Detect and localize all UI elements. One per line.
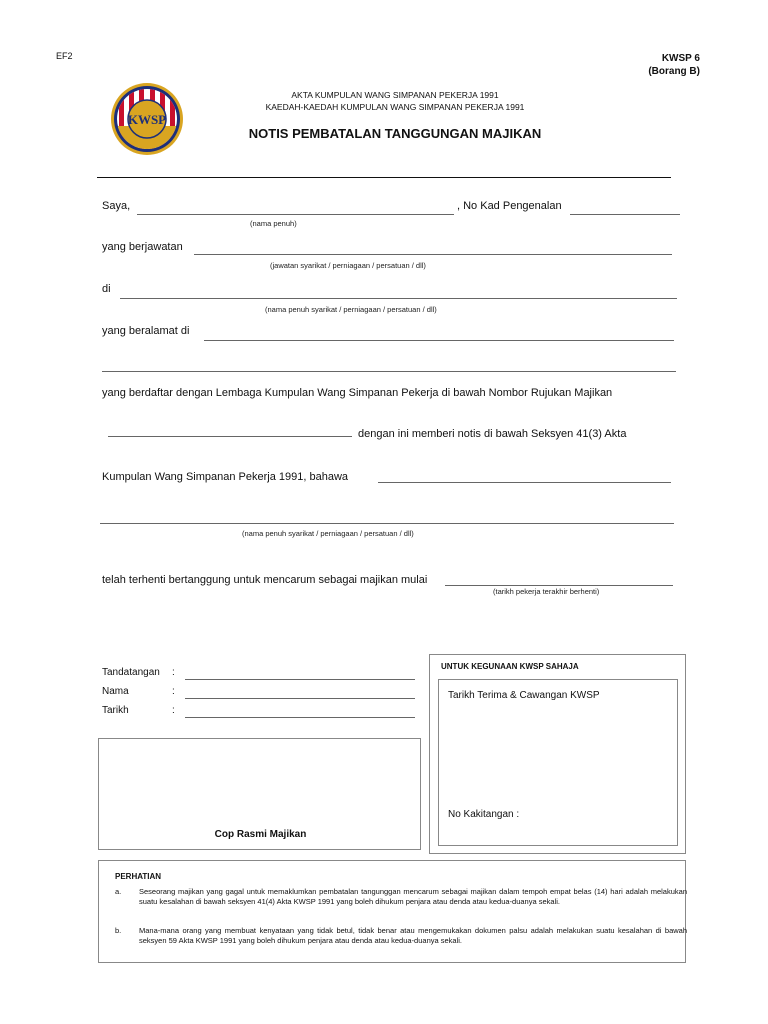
ic-number-field[interactable] (570, 214, 680, 215)
office-use-heading: UNTUK KEGUNAAN KWSP SAHAJA (441, 662, 579, 671)
received-label: Tarikh Terima & Cawangan KWSP (448, 690, 600, 701)
act-line-2: KAEDAH-KAEDAH KUMPULAN WANG SIMPANAN PEKERJA 1991 (265, 102, 525, 112)
signature-field[interactable] (185, 679, 415, 680)
address-label: yang beralamat di (102, 325, 190, 337)
company-caption-2: (nama penuh syarikat / perniagaan / persatuan / dll) (242, 529, 414, 538)
position-caption: (jawatan syarikat / perniagaan / persatuan / dll) (270, 261, 426, 270)
signature-label: Tandatangan (102, 667, 160, 678)
note-item-b (115, 926, 687, 950)
form-number: KWSP 6 (661, 53, 700, 64)
stamp-label: Cop Rasmi Majikan (214, 829, 307, 840)
form-code: EF2 (56, 51, 73, 61)
notice-text: dengan ini memberi notis di bawah Seksyen 41(3) Akta (358, 428, 627, 440)
notes-box (98, 860, 686, 963)
note-item-a (115, 887, 687, 921)
name-colon: : (172, 686, 175, 697)
signatory-name-field[interactable] (185, 698, 415, 699)
stamp-box[interactable] (98, 738, 421, 850)
act-heading (250, 89, 540, 113)
note-marker: b. (115, 926, 122, 935)
form-variant: (Borang B) (648, 66, 700, 77)
date-colon: : (172, 705, 175, 716)
address-field-line-1[interactable] (204, 340, 674, 341)
act-text: Kumpulan Wang Simpanan Pekerja 1991, bahawa (102, 471, 349, 483)
kwsp-logo-icon (110, 82, 184, 156)
full-name-field[interactable] (137, 214, 454, 215)
name-label: Nama (102, 686, 129, 697)
position-field[interactable] (194, 254, 672, 255)
last-date-field[interactable] (445, 585, 673, 586)
company-name-field-2[interactable] (100, 523, 674, 524)
ceased-text: telah terhenti bertanggung untuk mencarum sebagai majikan mulai (102, 574, 428, 586)
at-label: di (102, 283, 111, 295)
header-divider (97, 177, 671, 178)
note-text: Mana-mana orang yang membuat kenyataan yang tidak betul, tidak benar atau mengemukakan dokumen palsu adalah melakukan suatu kesalahan di bawah seksyen 59 Akta KWSP 1991 yang boleh dihukum penjara atau denda atau kedua-duanya sekali. (139, 926, 687, 945)
employer-reference-field[interactable] (108, 436, 352, 437)
ic-label: , No Kad Pengenalan (457, 200, 562, 212)
date-caption: (tarikh pekerja terakhir berhenti) (493, 587, 600, 596)
date-label: Tarikh (102, 705, 129, 716)
registered-text: yang berdaftar dengan Lembaga Kumpulan Wang Simpanan Pekerja di bawah Nombor Rujukan Majikan (102, 387, 613, 399)
page-title: NOTIS PEMBATALAN TANGGUNGAN MAJIKAN (248, 126, 542, 141)
company-name-field[interactable] (120, 298, 677, 299)
logo-letters: KWSP (127, 112, 167, 127)
office-use-box (429, 654, 686, 854)
company-caption: (nama penuh syarikat / perniagaan / persatuan / dll) (265, 305, 437, 314)
name-caption: (nama penuh) (250, 219, 297, 228)
signature-date-field[interactable] (185, 717, 415, 718)
act-line-1: AKTA KUMPULAN WANG SIMPANAN PEKERJA 1991 (291, 90, 499, 100)
saya-label: Saya, (102, 200, 131, 212)
act-continuation-field[interactable] (378, 482, 671, 483)
signature-colon: : (172, 667, 175, 678)
notes-heading: PERHATIAN (115, 872, 162, 881)
office-use-inner-box[interactable] (438, 679, 678, 846)
note-text: Seseorang majikan yang gagal untuk memaklumkan pembatalan tangunggan mencarum sebagai majikan dalam tempoh empat belas (14) hari adalah melakukan suatu kesalahan di bawah seksyen 41(4) Akta KWSP 1991 yang boleh dihukum penjara atau denda atau kedua-duanya sekali. (139, 887, 687, 906)
form-number-block (600, 52, 700, 78)
note-marker: a. (115, 887, 122, 896)
address-field-line-2[interactable] (102, 371, 676, 372)
staff-no-label: No Kakitangan : (448, 809, 520, 820)
position-label: yang berjawatan (102, 241, 183, 253)
